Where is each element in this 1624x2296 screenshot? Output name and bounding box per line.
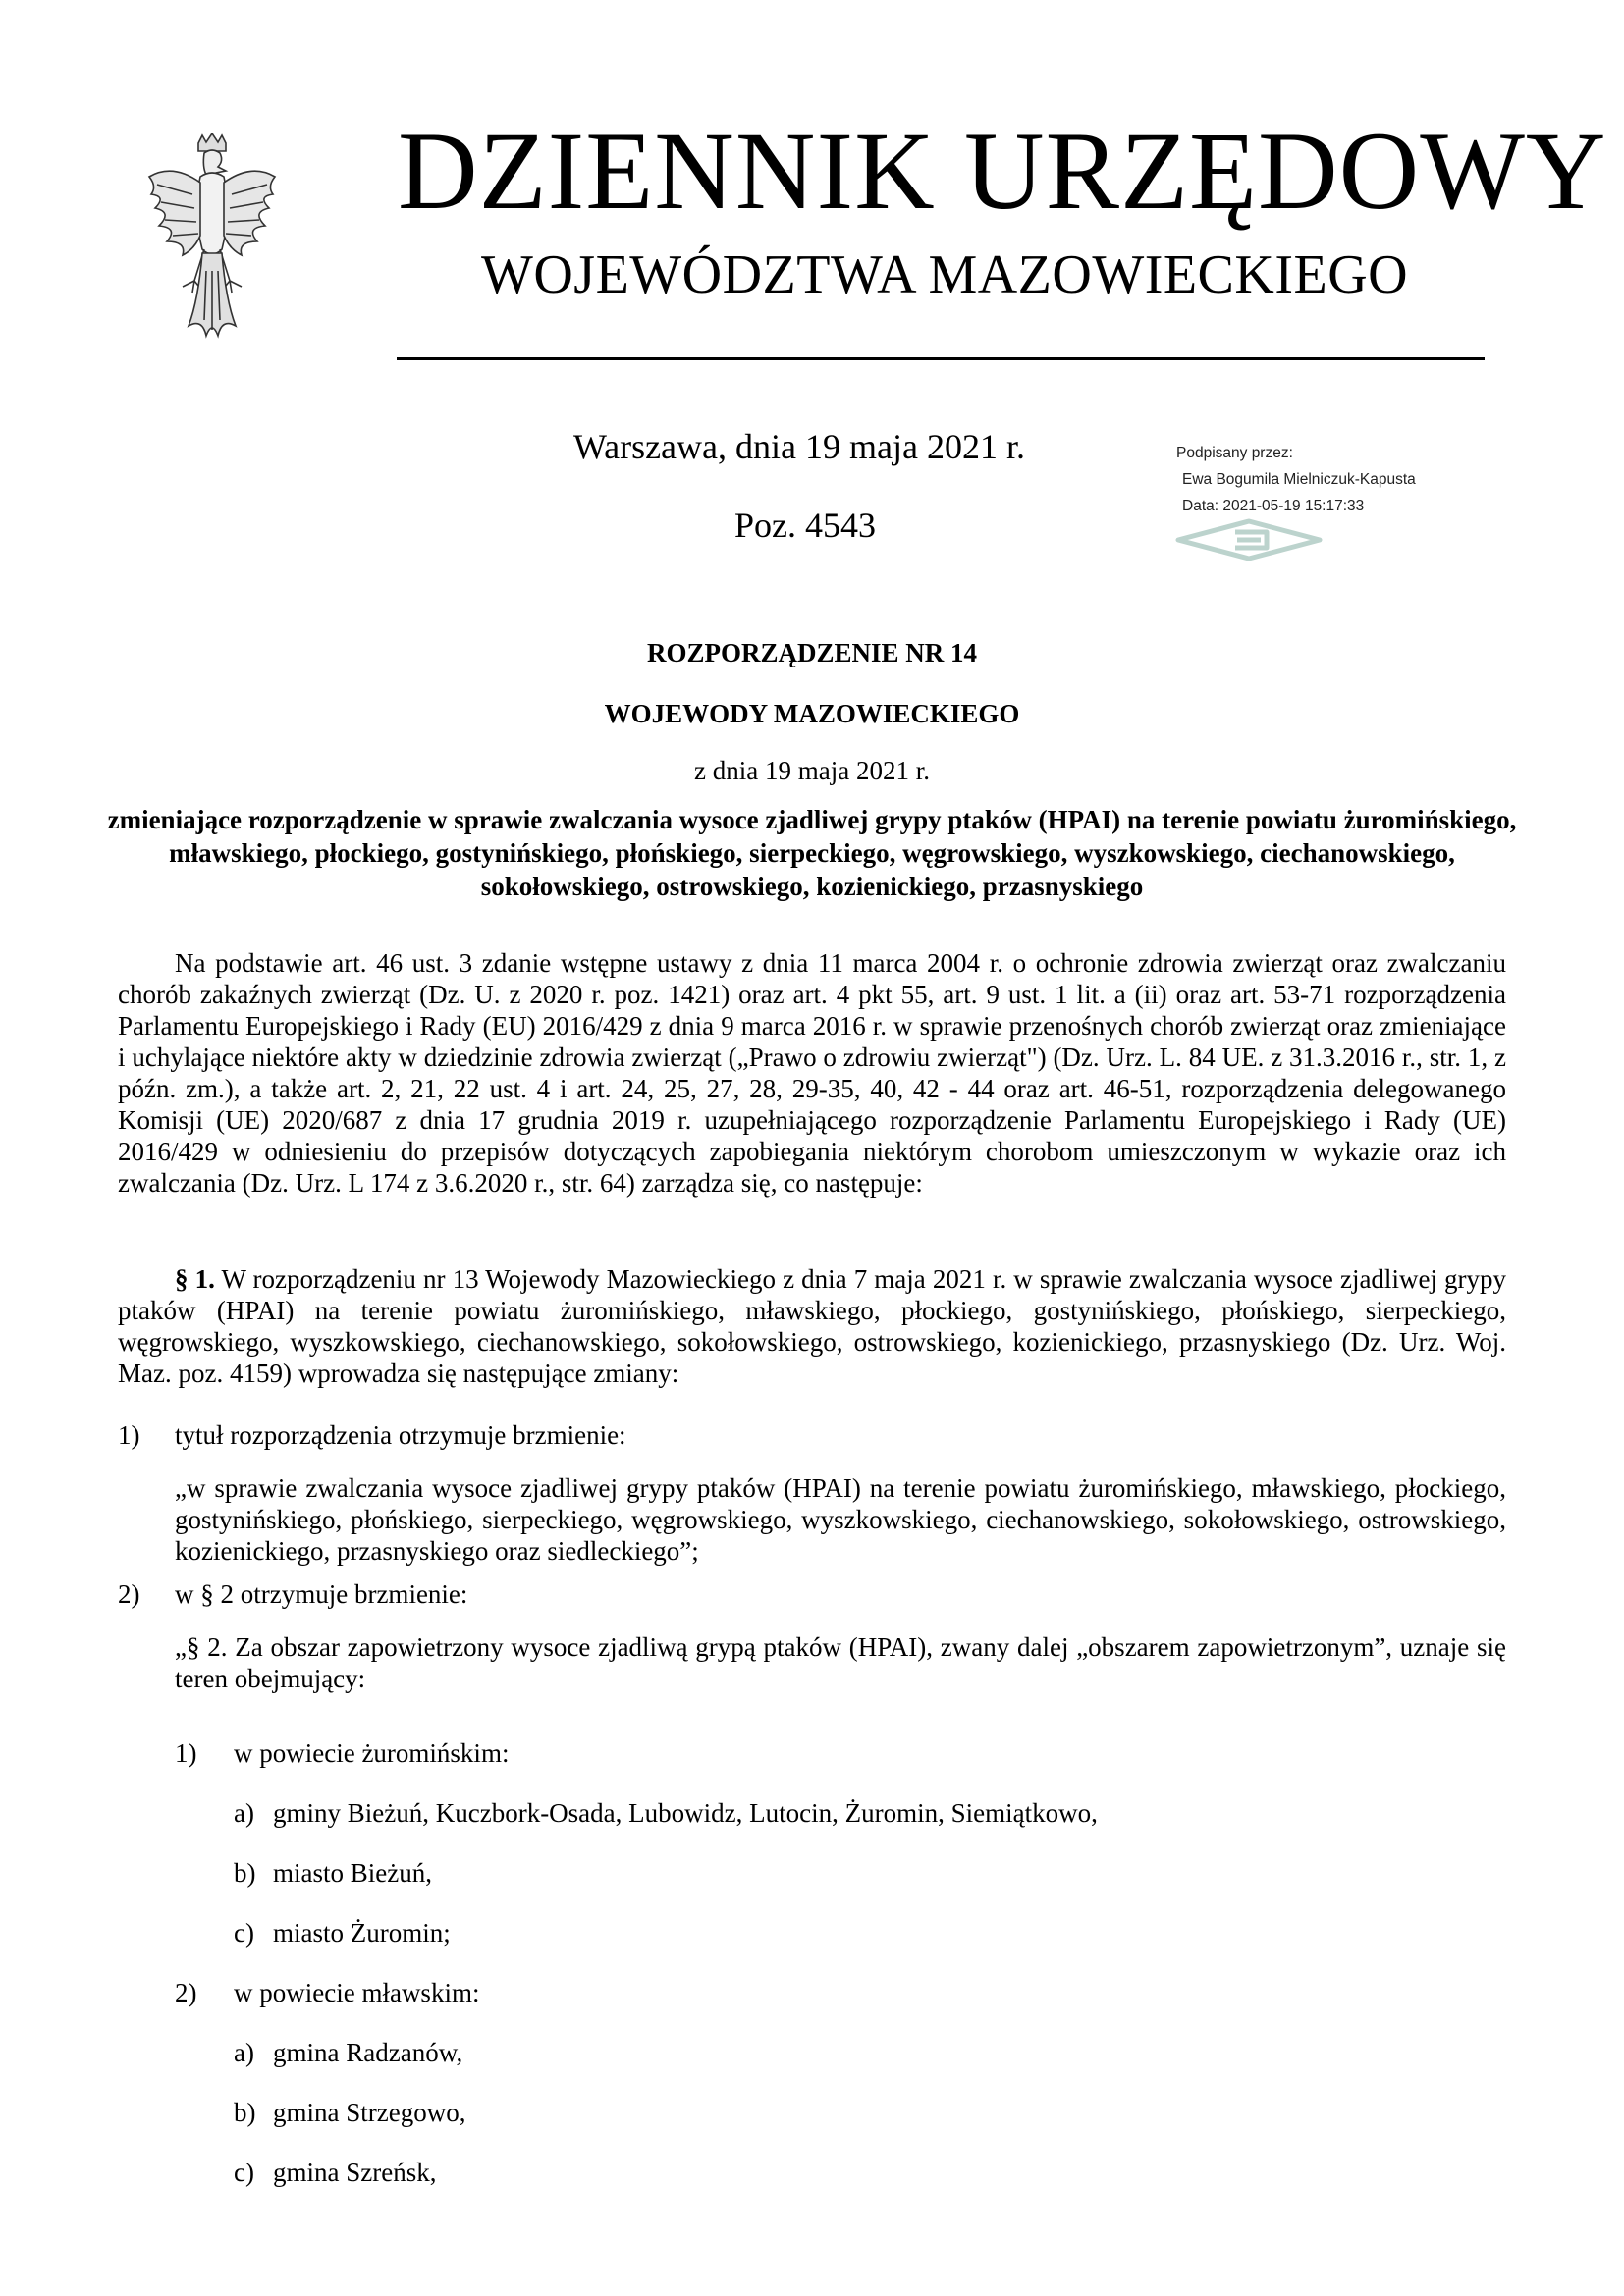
area-2-number: 2) bbox=[175, 1978, 197, 2007]
signature-name: Ewa Bogumila Mielniczuk-Kapusta bbox=[1182, 471, 1416, 488]
area-2-item-c-letter: c) bbox=[234, 2158, 254, 2187]
area-2-item-a-letter: a) bbox=[234, 2038, 254, 2067]
regulation-subject: zmieniające rozporządzenie w sprawie zwalczania wysoce zjadliwej grypy ptaków (HPAI) na terenie powiatu żuromińskiego, mławskiego, płockiego, gostynińskiego, płońskiego, sierpeckiego, węgrowskiego, wyszkowskiego, ciechanowskiego, sokołowskiego, ostrowskiego, kozienickiego, przasnyskiego bbox=[107, 805, 1517, 901]
area-2-item-b-letter: b) bbox=[234, 2098, 256, 2127]
area-2-text: w powiecie mławskim: bbox=[234, 1978, 480, 2007]
area-1-item-a-letter: a) bbox=[234, 1798, 254, 1828]
area-2-item-c-text: gmina Szreńsk, bbox=[273, 2158, 437, 2187]
regulation-title: ROZPORZĄDZENIE NR 14 bbox=[646, 638, 978, 667]
section-1-paragraph bbox=[118, 1263, 1506, 1389]
area-1-item-b-text: miasto Bieżuń, bbox=[273, 1858, 432, 1888]
issue-place-date: Warszawa, dnia 19 maja 2021 r. bbox=[573, 427, 1025, 466]
e-signature-mark-icon bbox=[1174, 518, 1324, 561]
masthead-title: DZIENNIK URZĘDOWY bbox=[398, 110, 1607, 233]
area-1-item-c-letter: c) bbox=[234, 1918, 254, 1948]
amendment-2-number: 2) bbox=[118, 1579, 140, 1609]
regulation-date: z dnia 19 maja 2021 r. bbox=[694, 756, 930, 785]
amendment-2-text: w § 2 otrzymuje brzmienie: bbox=[175, 1579, 468, 1609]
area-1-text: w powiecie żuromińskim: bbox=[234, 1738, 510, 1768]
amendment-1-text: tytuł rozporządzenia otrzymuje brzmienie: bbox=[175, 1420, 626, 1450]
area-1-number: 1) bbox=[175, 1738, 197, 1768]
area-1-item-c-text: miasto Żuromin; bbox=[273, 1918, 451, 1948]
signature-block bbox=[1176, 440, 1510, 519]
issue-position: Poz. 4543 bbox=[734, 506, 876, 545]
signature-date: Data: 2021-05-19 15:17:33 bbox=[1182, 498, 1365, 514]
area-1-item-b-letter: b) bbox=[234, 1858, 256, 1888]
section-1-label: § 1. bbox=[175, 1264, 215, 1294]
area-1-item-a-text: gminy Bieżuń, Kuczbork-Osada, Lubowidz, Lutocin, Żuromin, Siemiątkowo, bbox=[273, 1798, 1098, 1828]
masthead-divider bbox=[397, 357, 1485, 360]
section-1-text: W rozporządzeniu nr 13 Wojewody Mazowieckiego z dnia 7 maja 2021 r. w sprawie zwalczania wysoce zjadliwej grypy ptaków (HPAI) na terenie powiatu żuromińskiego, mławskiego, płockiego, gostynińskiego, płońskiego, sierpeckiego, węgrowskiego, wyszkowskiego, ciechanowskiego, sokołowskiego, ostrowskiego, kozienickiego, przasnyskiego (Dz. Urz. Woj. Maz. poz. 4159) wprowadza się następujące zmiany: bbox=[118, 1264, 1506, 1388]
area-2-item-b-text: gmina Strzegowo, bbox=[273, 2098, 466, 2127]
amendment-2-quote: „§ 2. Za obszar zapowietrzony wysoce zjadliwą grypą ptaków (HPAI), zwany dalej „obszarem zapowietrzonym”, uznaje się teren obejmujący: bbox=[175, 1632, 1506, 1693]
legal-basis-paragraph: Na podstawie art. 46 ust. 3 zdanie wstępne ustawy z dnia 11 marca 2004 r. o ochronie zdrowia zwierząt oraz zwalczaniu chorób zakaźnych zwierząt (Dz. U. z 2020 r. poz. 1421) oraz art. 4 pkt 55, art. 9 ust. 1 lit. a (ii) oraz art. 53-71 rozporządzenia Parlamentu Europejskiego i Rady (EU) 2016/429 z dnia 9 marca 2016 r. w sprawie przenośnych chorób zwierząt oraz zmieniające i uchylające niektóre akty w dziedzinie zdrowia zwierząt („Prawo o zdrowiu zwierząt") (Dz. Urz. L. 84 UE. z 31.3.2016 r., str. 1, z późn. zm.), a także art. 2, 21, 22 ust. 4 i art. 24, 25, 27, 28, 29-35, 40, 42 - 44 oraz art. 46-51, rozporządzenia delegowanego Komisji (UE) 2020/687 z dnia 17 grudnia 2019 r. uzupełniającego rozporządzenie Parlamentu Europejskiego i Rady (UE) 2016/429 w odniesieniu do przepisów dotyczących zapobiegania niektórym chorobom umieszczonym w wykazie oraz ich zwalczania (Dz. Urz. L 174 z 3.6.2020 r., str. 64) zarządza się, co następuje: bbox=[118, 948, 1506, 1198]
area-2-item-a-text: gmina Radzanów, bbox=[273, 2038, 463, 2067]
signature-label: Podpisany przez: bbox=[1176, 445, 1293, 461]
regulation-issuer: WOJEWODY MAZOWIECKIEGO bbox=[604, 699, 1020, 728]
masthead-subtitle: WOJEWÓDZTWA MAZOWIECKIEGO bbox=[481, 244, 1409, 305]
polish-eagle-emblem-icon bbox=[143, 133, 281, 349]
amendment-1-number: 1) bbox=[118, 1420, 140, 1450]
amendment-1-quote: „w sprawie zwalczania wysoce zjadliwej grypy ptaków (HPAI) na terenie powiatu żuromińskiego, mławskiego, płockiego, gostynińskiego, płońskiego, sierpeckiego, węgrowskiego, wyszkowskiego, ciechanowskiego, sokołowskiego, ostrowskiego, kozienickiego, przasnyskiego oraz siedleckiego”; bbox=[175, 1473, 1506, 1566]
